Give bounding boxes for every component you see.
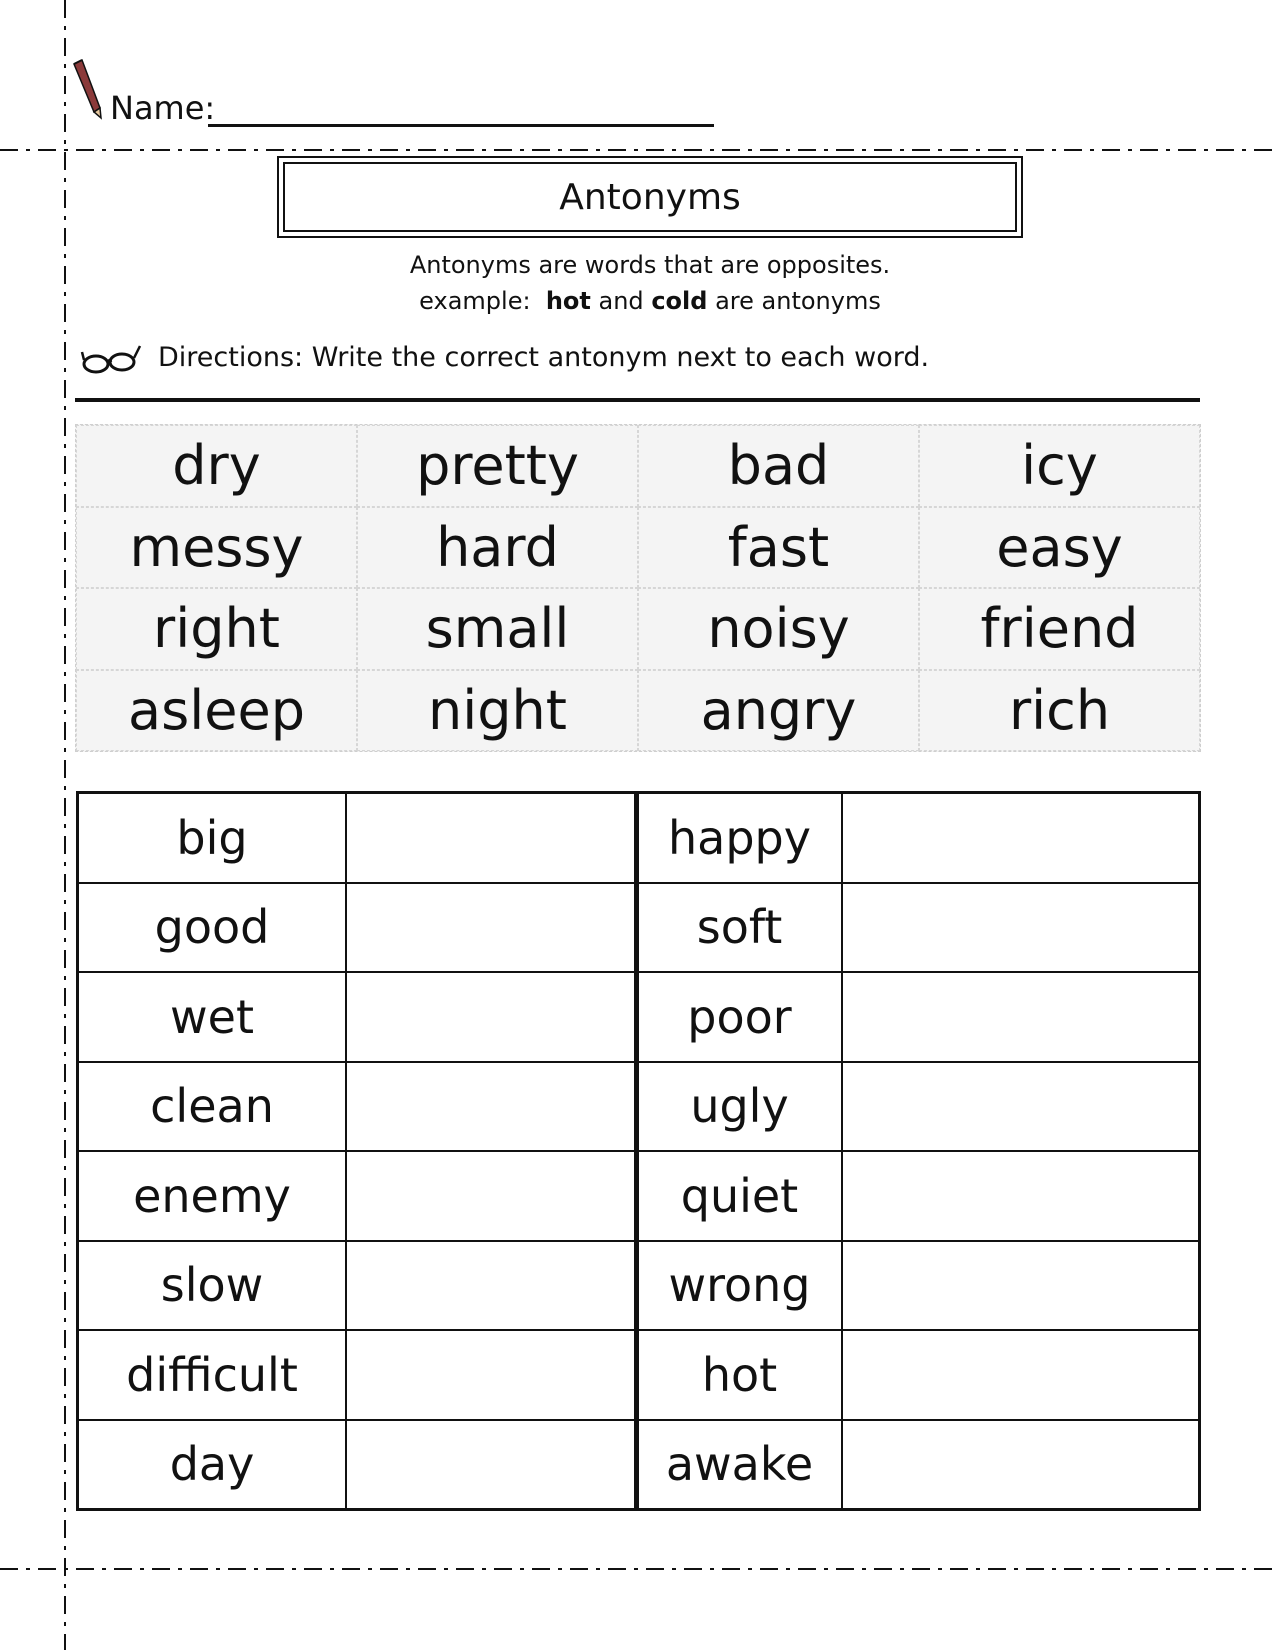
table-row	[79, 973, 634, 1063]
answer-column-left	[79, 794, 639, 1508]
title-box	[277, 156, 1023, 238]
table-row	[79, 1331, 634, 1421]
prompt-word: slow	[79, 1242, 347, 1330]
word-bank-item: small	[357, 588, 638, 670]
table-row	[639, 1421, 1199, 1509]
answer-blank[interactable]	[843, 973, 1199, 1061]
name-label: Name:	[110, 89, 216, 127]
word-bank-item: pretty	[357, 425, 638, 507]
glasses-icon	[80, 342, 142, 378]
answer-blank[interactable]	[843, 794, 1199, 882]
definition-text: Antonyms are words that are opposites.	[409, 251, 891, 279]
prompt-word: day	[79, 1421, 347, 1509]
word-bank-item: friend	[919, 588, 1200, 670]
prompt-word: ugly	[639, 1063, 843, 1151]
prompt-word: awake	[639, 1421, 843, 1509]
word-bank-item: hard	[357, 507, 638, 589]
answer-blank[interactable]	[347, 884, 634, 972]
table-row	[79, 1063, 634, 1153]
prompt-word: difficult	[79, 1331, 347, 1419]
prompt-word: wrong	[639, 1242, 843, 1330]
table-row	[79, 1242, 634, 1332]
answer-table	[76, 791, 1201, 1511]
margin-guide-vertical	[64, 0, 66, 1650]
answer-blank[interactable]	[843, 1152, 1199, 1240]
prompt-word: poor	[639, 973, 843, 1061]
word-bank	[75, 424, 1201, 752]
word-bank-item: messy	[76, 507, 357, 589]
word-bank-item: rich	[919, 670, 1200, 752]
table-row	[639, 1331, 1199, 1421]
answer-blank[interactable]	[843, 1063, 1199, 1151]
answer-column-right	[639, 794, 1199, 1508]
prompt-word: soft	[639, 884, 843, 972]
table-row	[79, 884, 634, 974]
answer-blank[interactable]	[347, 973, 634, 1061]
table-row	[639, 884, 1199, 974]
pencil-icon	[70, 56, 104, 120]
table-row	[639, 973, 1199, 1063]
prompt-word: quiet	[639, 1152, 843, 1240]
example-suffix: are antonyms	[715, 287, 881, 315]
answer-blank[interactable]	[347, 794, 634, 882]
answer-blank[interactable]	[843, 1242, 1199, 1330]
answer-blank[interactable]	[347, 1331, 634, 1419]
prompt-word: enemy	[79, 1152, 347, 1240]
word-bank-item: right	[76, 588, 357, 670]
prompt-word: big	[79, 794, 347, 882]
divider-rule	[75, 398, 1200, 402]
prompt-word: wet	[79, 973, 347, 1061]
answer-blank[interactable]	[347, 1242, 634, 1330]
example-word-2: cold	[651, 287, 708, 315]
answer-blank[interactable]	[347, 1063, 634, 1151]
word-bank-item: asleep	[76, 670, 357, 752]
word-bank-item: icy	[919, 425, 1200, 507]
prompt-word: good	[79, 884, 347, 972]
table-row	[639, 1242, 1199, 1332]
word-bank-item: night	[357, 670, 638, 752]
word-bank-item: noisy	[638, 588, 919, 670]
example-conjunction: and	[598, 287, 644, 315]
example-prefix: example:	[419, 287, 531, 315]
prompt-word: happy	[639, 794, 843, 882]
table-row	[639, 1063, 1199, 1153]
example-word-1: hot	[545, 287, 591, 315]
directions-text: Directions: Write the correct antonym next to each word.	[158, 342, 930, 373]
word-bank-item: easy	[919, 507, 1200, 589]
answer-blank[interactable]	[843, 1331, 1199, 1419]
table-row	[79, 1421, 634, 1509]
table-row	[79, 794, 634, 884]
cut-guide-top	[0, 149, 1275, 151]
table-row	[639, 794, 1199, 884]
name-field[interactable]	[208, 124, 714, 127]
table-row	[639, 1152, 1199, 1242]
answer-blank[interactable]	[843, 884, 1199, 972]
prompt-word: clean	[79, 1063, 347, 1151]
answer-blank[interactable]	[347, 1421, 634, 1509]
worksheet-title: Antonyms	[283, 162, 1017, 232]
word-bank-item: angry	[638, 670, 919, 752]
cut-guide-bottom	[0, 1568, 1275, 1570]
example-text	[277, 284, 1023, 318]
prompt-word: hot	[639, 1331, 843, 1419]
word-bank-item: dry	[76, 425, 357, 507]
word-bank-item: fast	[638, 507, 919, 589]
table-row	[79, 1152, 634, 1242]
answer-blank[interactable]	[347, 1152, 634, 1240]
word-bank-item: bad	[638, 425, 919, 507]
answer-blank[interactable]	[843, 1421, 1199, 1509]
